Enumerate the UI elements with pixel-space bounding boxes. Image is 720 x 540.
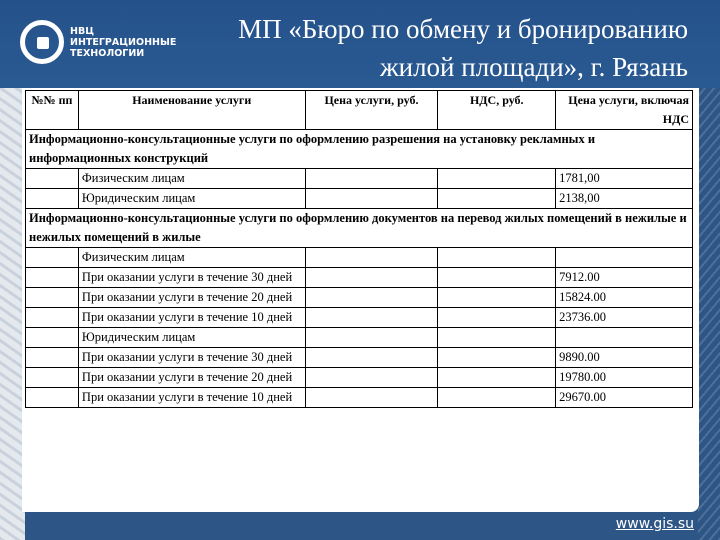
column-header: №№ пп	[26, 91, 79, 130]
cell-total: 23736.00	[556, 308, 693, 328]
cell-service: Физическим лицам	[78, 169, 305, 189]
slide-header	[0, 0, 720, 88]
table-row	[26, 328, 693, 348]
cell-total	[556, 328, 693, 348]
cell-price	[305, 189, 438, 209]
slide-title	[238, 10, 688, 86]
table-row	[26, 288, 693, 308]
section-title: Информационно-консультационные услуги по оформлению документов на перевод жилых помещений в нежилые и нежилых помещений в жилые	[26, 209, 693, 248]
column-header: Цена услуги, включая НДС	[556, 91, 693, 130]
cell-price	[305, 348, 438, 368]
cell-service: При оказании услуги в течение 10 дней	[78, 388, 305, 408]
cell-service: При оказании услуги в течение 30 дней	[78, 268, 305, 288]
company-logo	[20, 20, 176, 64]
table-row	[26, 169, 693, 189]
title-line: жилой площади», г. Рязань	[379, 52, 688, 82]
cell-vat	[438, 348, 556, 368]
cell-number	[26, 268, 79, 288]
logo-line: ТЕХНОЛОГИИ	[70, 47, 145, 59]
table-row	[26, 388, 693, 408]
table-header-row	[26, 91, 693, 130]
cell-service: При оказании услуги в течение 30 дней	[78, 348, 305, 368]
cell-number	[26, 288, 79, 308]
column-header: НДС, руб.	[438, 91, 556, 130]
table-row	[26, 368, 693, 388]
cell-number	[26, 348, 79, 368]
cell-price	[305, 388, 438, 408]
cell-vat	[438, 288, 556, 308]
cell-number	[26, 169, 79, 189]
cell-service: При оказании услуги в течение 20 дней	[78, 368, 305, 388]
table-row	[26, 348, 693, 368]
section-row	[26, 130, 693, 169]
website-link[interactable]: www.gis.su	[615, 516, 694, 532]
cell-service: Физическим лицам	[78, 248, 305, 268]
cell-service: Юридическим лицам	[78, 328, 305, 348]
cell-price	[305, 248, 438, 268]
cell-vat	[438, 248, 556, 268]
cell-vat	[438, 388, 556, 408]
cell-total: 19780.00	[556, 368, 693, 388]
table-row	[26, 189, 693, 209]
background-map-right	[698, 85, 720, 540]
cell-price	[305, 268, 438, 288]
cell-number	[26, 328, 79, 348]
table-row	[26, 268, 693, 288]
section-title: Информационно-консультационные услуги по оформлению разрешения на установку рекламных и информационных конструкций	[26, 130, 693, 169]
cell-total: 2138,00	[556, 189, 693, 209]
cell-number	[26, 189, 79, 209]
cell-vat	[438, 169, 556, 189]
cell-total: 1781,00	[556, 169, 693, 189]
cell-price	[305, 308, 438, 328]
cell-service: При оказании услуги в течение 10 дней	[78, 308, 305, 328]
cell-price	[305, 288, 438, 308]
cell-vat	[438, 308, 556, 328]
cell-number	[26, 248, 79, 268]
logo-icon	[20, 20, 64, 64]
cell-vat	[438, 368, 556, 388]
cell-price	[305, 328, 438, 348]
title-line: МП «Бюро по обмену и бронированию	[238, 14, 688, 44]
cell-total: 9890.00	[556, 348, 693, 368]
table-row	[26, 248, 693, 268]
column-header: Цена услуги, руб.	[305, 91, 438, 130]
column-header: Наименование услуги	[78, 91, 305, 130]
cell-service: При оказании услуги в течение 20 дней	[78, 288, 305, 308]
cell-total: 7912.00	[556, 268, 693, 288]
cell-service: Юридическим лицам	[78, 189, 305, 209]
table-row	[26, 308, 693, 328]
cell-price	[305, 368, 438, 388]
cell-total: 29670.00	[556, 388, 693, 408]
section-row	[26, 209, 693, 248]
cell-total: 15824.00	[556, 288, 693, 308]
cell-number	[26, 388, 79, 408]
cell-price	[305, 169, 438, 189]
logo-line: ИНТЕГРАЦИОННЫЕ	[70, 36, 177, 48]
cell-total	[556, 248, 693, 268]
cell-number	[26, 308, 79, 328]
price-table	[25, 90, 693, 408]
cell-vat	[438, 189, 556, 209]
logo-line: НВЦ	[70, 25, 95, 37]
cell-vat	[438, 328, 556, 348]
cell-number	[26, 368, 79, 388]
cell-vat	[438, 268, 556, 288]
